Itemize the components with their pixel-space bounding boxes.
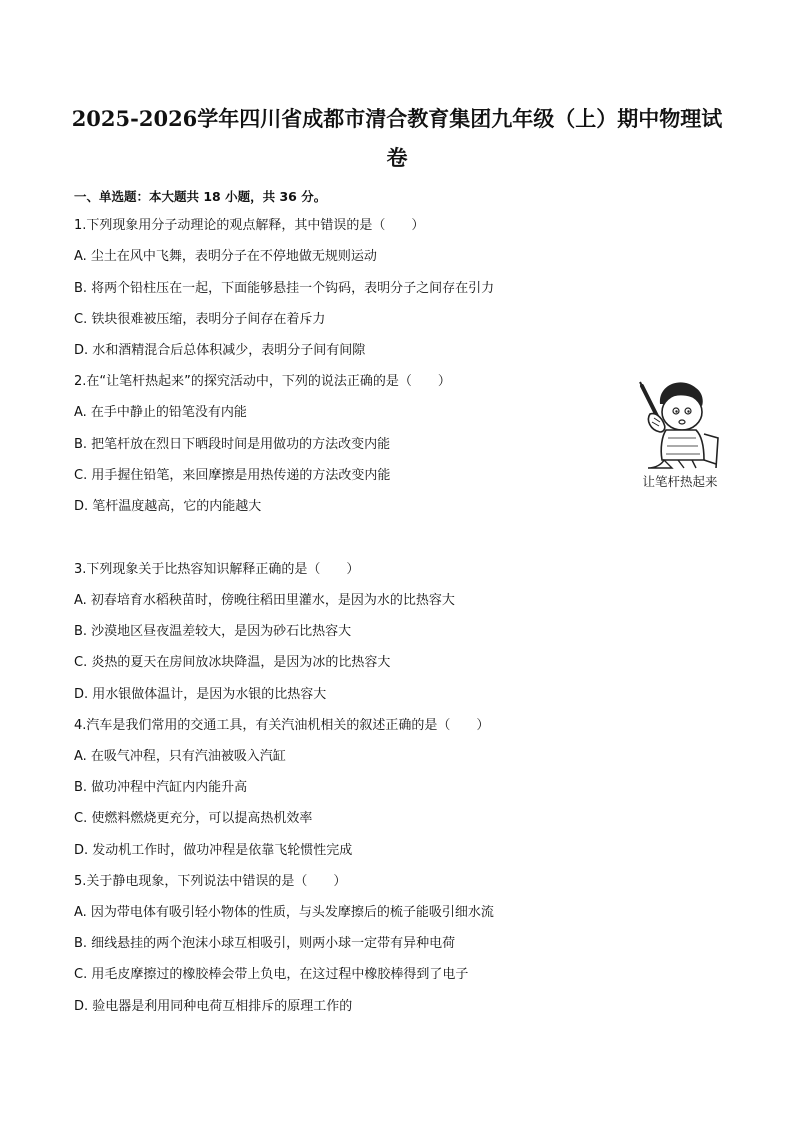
question-1-stem: 1.下列现象用分子动理论的观点解释，其中错误的是（ ） <box>74 218 425 233</box>
figure-caption: 让笔杆热起来 <box>642 474 718 489</box>
exam-title-line-2: 卷 <box>386 145 408 170</box>
exam-title-line-1: 2025-2026学年四川省成都市清合教育集团九年级（上）期中物理试 <box>71 106 723 131</box>
section-heading: 一、单选题：本大题共 18 小题，共 36 分。 <box>74 189 327 204</box>
question-4-option-b[interactable]: B. 做功冲程中汽缸内内能升高 <box>74 780 248 795</box>
question-3-option-d[interactable]: D. 用水银做体温计，是因为水银的比热容大 <box>74 687 327 702</box>
question-2-option-a[interactable]: A. 在手中静止的铅笔没有内能 <box>74 405 247 420</box>
question-5-option-b[interactable]: B. 细线悬挂的两个泡沫小球互相吸引，则两小球一定带有异种电荷 <box>74 936 456 951</box>
question-3-stem: 3.下列现象关于比热容知识解释正确的是（ ） <box>74 562 360 577</box>
question-4-option-c[interactable]: C. 使燃料燃烧更充分，可以提高热机效率 <box>74 811 313 826</box>
question-4-option-a[interactable]: A. 在吸气冲程，只有汽油被吸入汽缸 <box>74 749 286 764</box>
question-3-option-a[interactable]: A. 初春培育水稻秧苗时，傍晚往稻田里灌水，是因为水的比热容大 <box>74 593 455 608</box>
question-2-option-d[interactable]: D. 笔杆温度越高，它的内能越大 <box>74 499 262 514</box>
question-3-option-b[interactable]: B. 沙漠地区昼夜温差较大，是因为砂石比热容大 <box>74 624 352 639</box>
question-1-option-a[interactable]: A. 尘土在风中飞舞，表明分子在不停地做无规则运动 <box>74 249 377 264</box>
question-1-option-b[interactable]: B. 将两个铅柱压在一起，下面能够悬挂一个钩码，表明分子之间存在引力 <box>74 281 495 296</box>
question-1-option-d[interactable]: D. 水和酒精混合后总体积减少，表明分子间有间隙 <box>74 343 366 358</box>
question-5-option-d[interactable]: D. 验电器是利用同种电荷互相排斥的原理工作的 <box>74 999 353 1014</box>
pencil-boy-figure <box>632 374 728 494</box>
question-1-option-c[interactable]: C. 铁块很难被压缩，表明分子间存在着斥力 <box>74 312 326 327</box>
question-4-option-d[interactable]: D. 发动机工作时，做功冲程是依靠飞轮惯性完成 <box>74 843 353 858</box>
question-4-stem: 4.汽车是我们常用的交通工具，有关汽油机相关的叙述正确的是（ ） <box>74 718 490 733</box>
question-5-stem: 5.关于静电现象，下列说法中错误的是（ ） <box>74 874 347 889</box>
question-2-option-b[interactable]: B. 把笔杆放在烈日下晒段时间是用做功的方法改变内能 <box>74 437 391 452</box>
boy-rubbing-pencil-illustration <box>632 374 728 470</box>
question-5-option-c[interactable]: C. 用毛皮摩擦过的橡胶棒会带上负电，在这过程中橡胶棒得到了电子 <box>74 967 469 982</box>
question-3-option-c[interactable]: C. 炎热的夏天在房间放冰块降温，是因为冰的比热容大 <box>74 655 391 670</box>
question-2-option-c[interactable]: C. 用手握住铅笔，来回摩擦是用热传递的方法改变内能 <box>74 468 391 483</box>
question-5-option-a[interactable]: A. 因为带电体有吸引轻小物体的性质，与头发摩擦后的梳子能吸引细水流 <box>74 905 494 920</box>
question-2-stem: 2.在“让笔杆热起来”的探究活动中，下列的说法正确的是（ ） <box>74 374 451 389</box>
